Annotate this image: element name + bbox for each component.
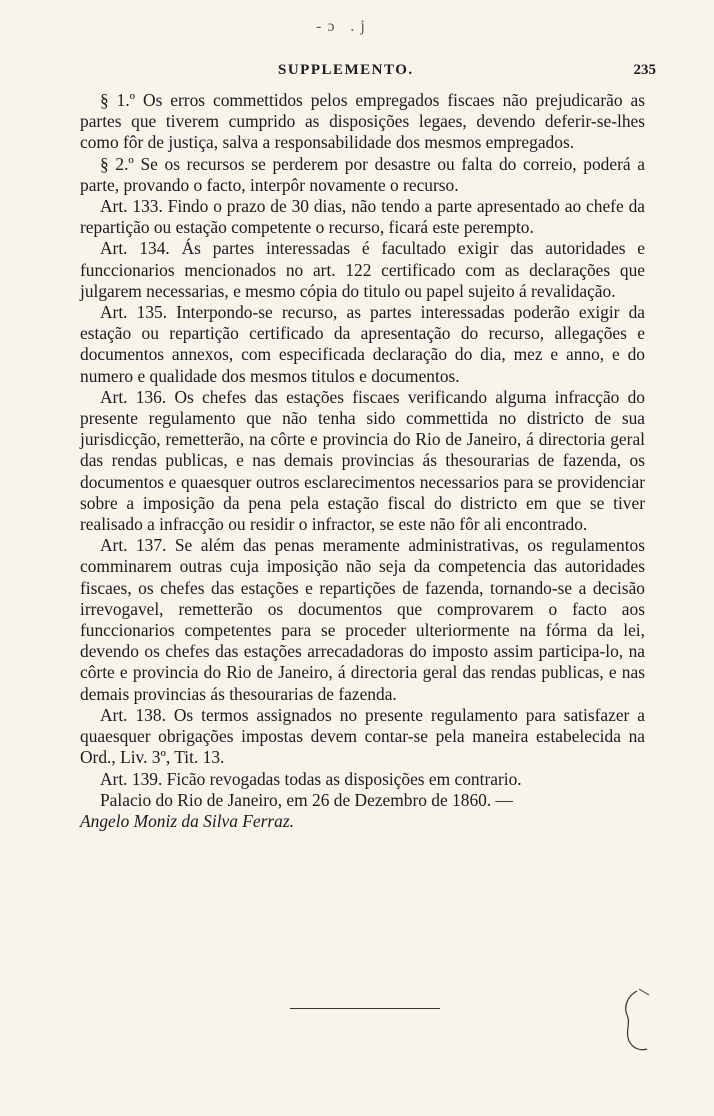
article-133: Art. 133. Findo o prazo de 30 dias, não tendo a parte apresentado ao chefe da repartição ou estação competente o recurso, ficará este perempto.	[80, 196, 645, 238]
article-134: Art. 134. Ás partes interessadas é facultado exigir das autoridades e funccionarios mencionados no art. 122 certificado com as declarações que julgarem necessarias, e mesmo cópia do titulo ou papel sujeito á revalidação.	[80, 238, 645, 301]
signature: Angelo Moniz da Silva Ferraz.	[80, 810, 294, 831]
paragraph-2: § 2.º Se os recursos se perderem por desastre ou falta do correio, poderá a parte, provando o facto, interpôr novamente o recurso.	[80, 153, 645, 195]
paragraph-1: § 1.º Os erros commettidos pelos empregados fiscaes não prejudicarão as partes que tiverem cumprido as disposições legaes, devendo deferir-se-lhes como fôr de justiça, salva a responsabilidade dos mesmos empregados.	[80, 90, 645, 153]
article-135: Art. 135. Interpondo-se recurso, as partes interessadas poderão exigir da estação ou repartição certificado da apresentação do recurso, allegações e documentos annexos, com especificada declaração do dia, mez e anno, e do numero e qualidade dos mesmos titulos e documentos.	[80, 302, 645, 386]
article-137: Art. 137. Se além das penas meramente administrativas, os regulamentos comminarem outras cuja imposição não seja da competencia das autoridades fiscaes, os chefes das estações e repartições de fazenda, tornando-se a decisão irrevogavel, remetterão os documentos que comprovarem o facto aos funccionarios competentes para se proceder ulteriormente na fórma da lei, devendo os chefes das estações arrecadadoras do imposto assim participa-lo, na côrte e provincia do Rio de Janeiro, á directoria geral das rendas publicas, e nas demais provincias ás thesourarias de fazenda.	[80, 535, 645, 704]
closing-rule-divider	[290, 1008, 440, 1009]
page-mark: -ɔ .j	[316, 18, 371, 35]
article-138: Art. 138. Os termos assignados no presente regulamento para satisfazer a quaesquer obrigações impostas devem contar-se pela maneira estabelecida na Ord., Liv. 3º, Tit. 13.	[80, 704, 645, 768]
running-head-title: SUPPLEMENTO.	[278, 62, 414, 78]
ink-mark-decoration	[615, 985, 655, 1055]
article-136: Art. 136. Os chefes das estações fiscaes verificando alguma infracção do presente regulamento que não tenha sido commettida no districto de sua jurisdicção, remetterão, na côrte e provincia do Rio de Janeiro, á directoria geral das rendas publicas, e nas demais provincias ás thesourarias de fazenda, os documentos e quaesquer outros esclarecimentos necessarios para se providenciar sobre a imposição da pena pela estação fiscal do districto em que se tiver realisado a infracção ou residir o infractor, se este não fôr ali encontrado.	[80, 386, 645, 535]
page-number: 235	[633, 62, 656, 78]
document-body	[80, 90, 645, 832]
article-139: Art. 139. Ficão revogadas todas as disposições em contrario.	[100, 768, 522, 789]
closing-date-line: Palacio do Rio de Janeiro, em 26 de Dezembro de 1860. —	[100, 789, 513, 810]
running-header	[80, 62, 656, 86]
